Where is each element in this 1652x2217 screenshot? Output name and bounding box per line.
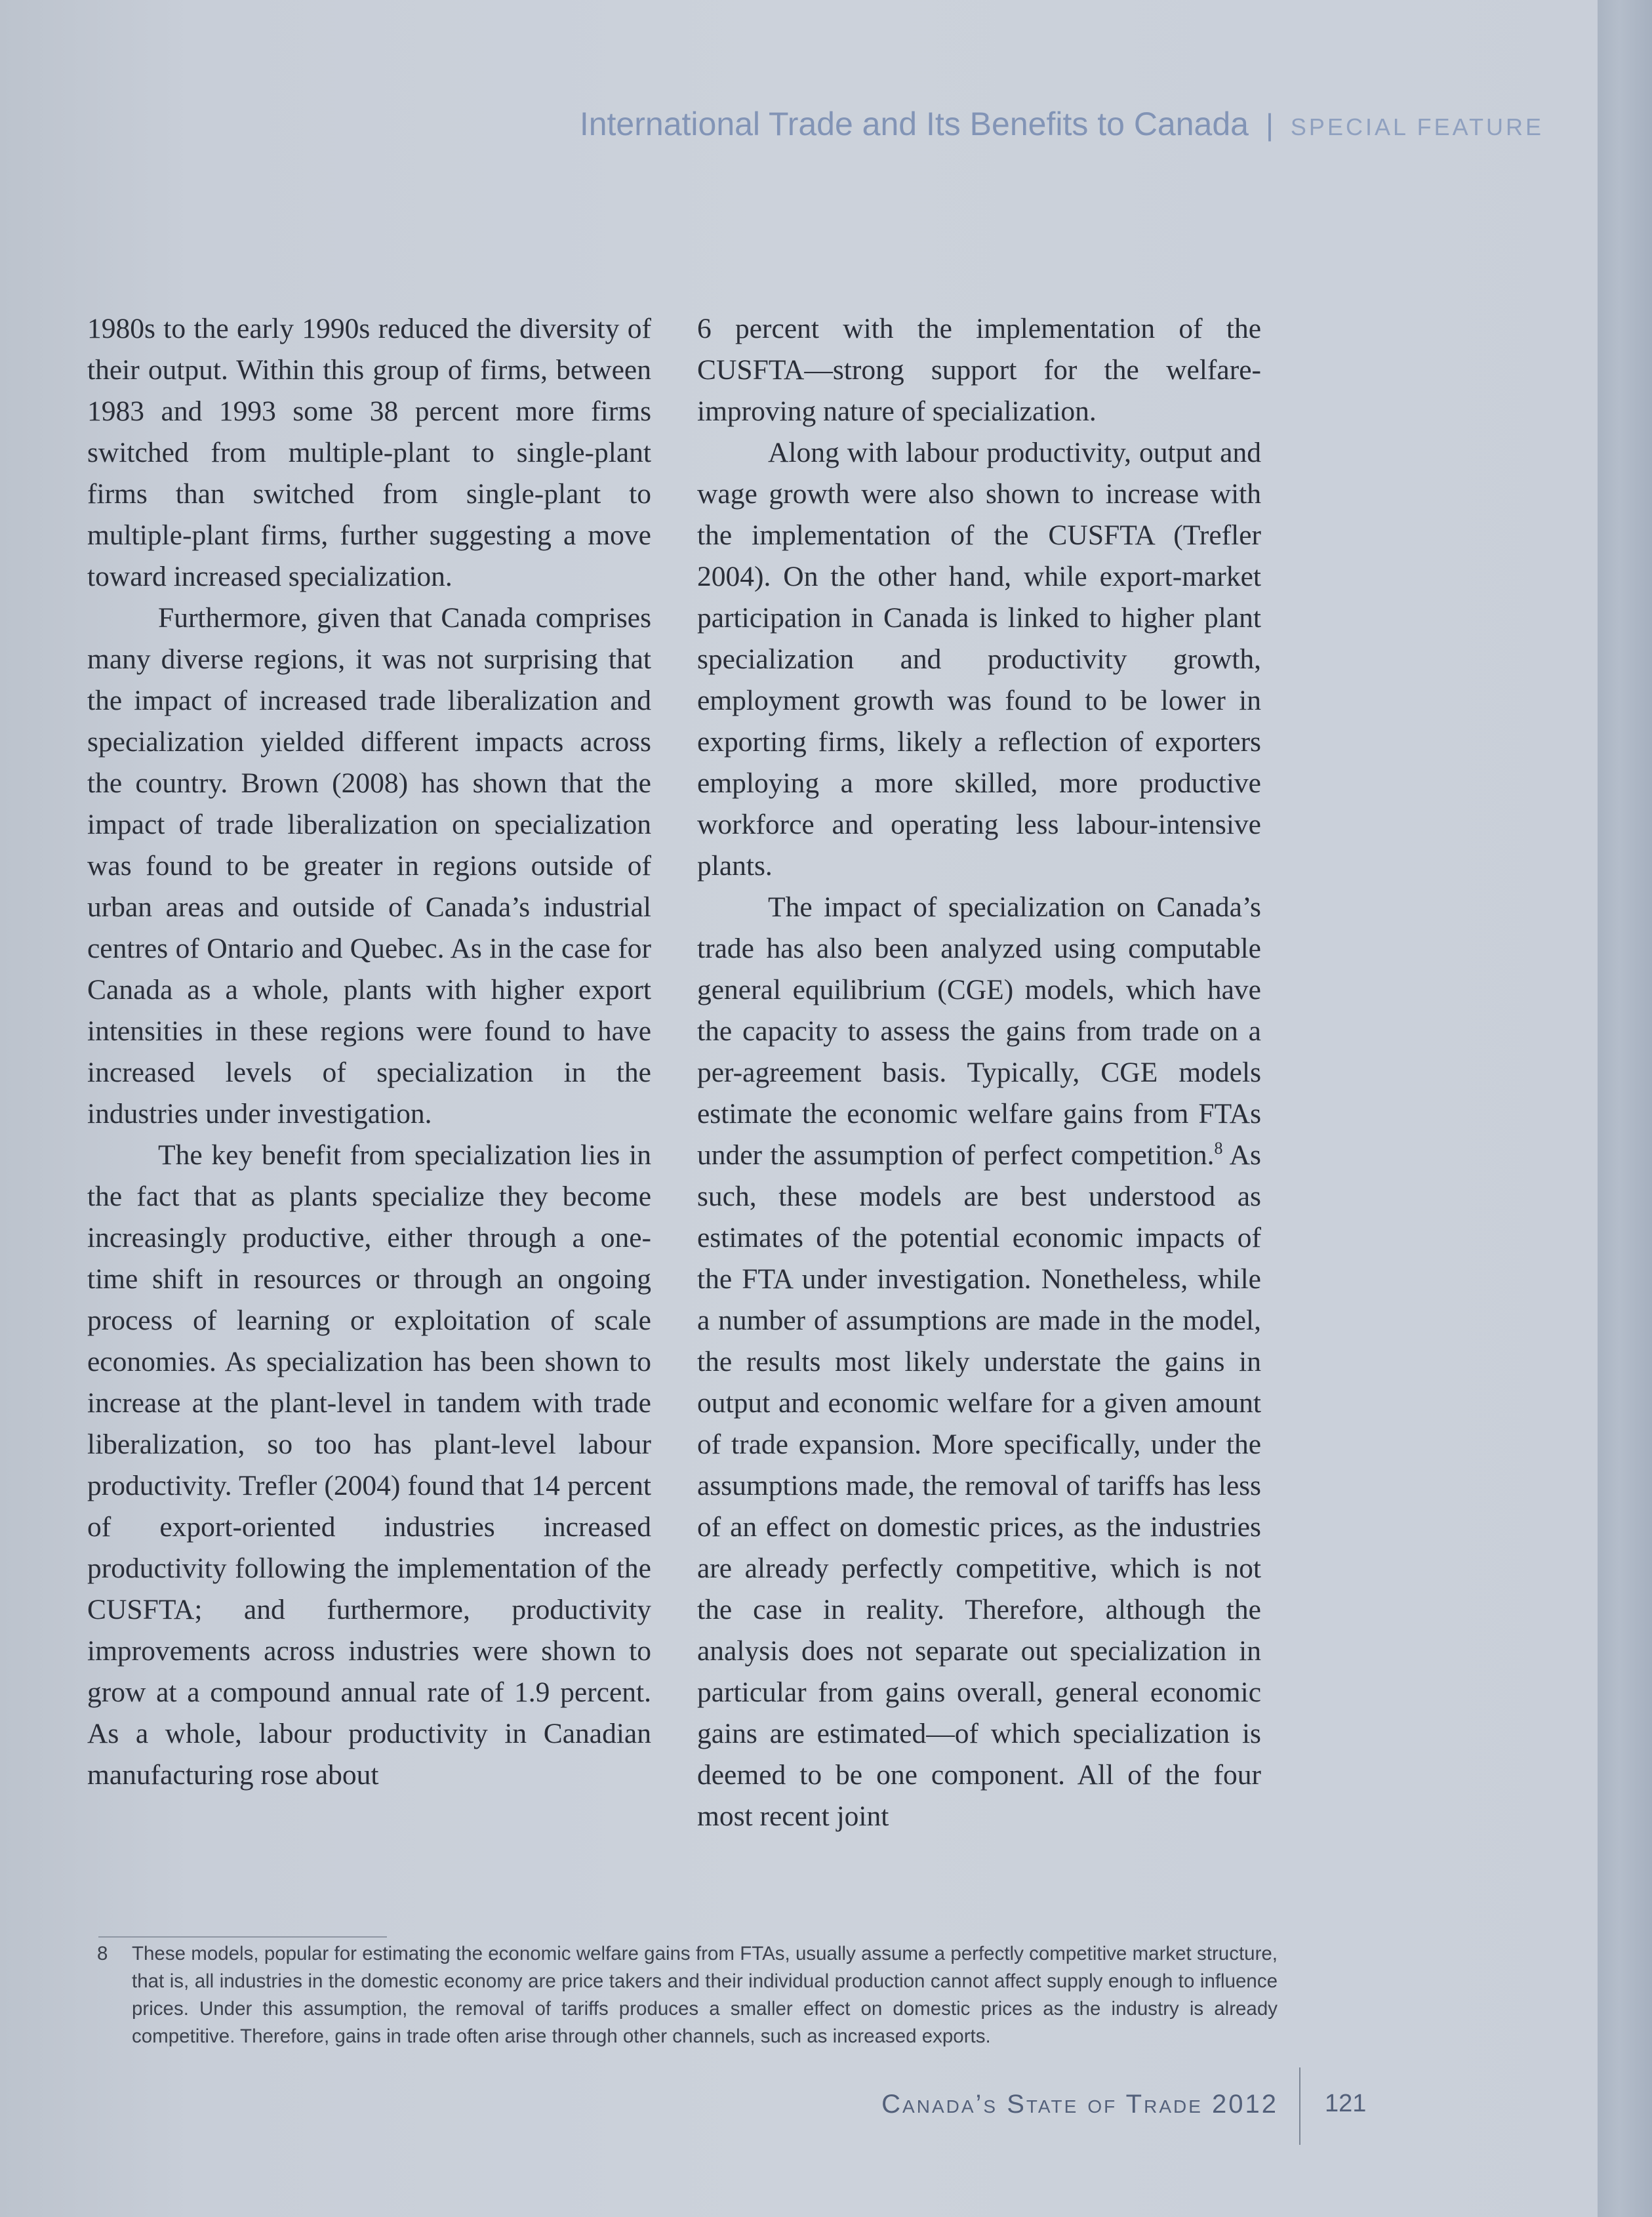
header-separator: | [1265,108,1274,142]
footer-publication-title: Canada’s State of Trade 2012 [881,2090,1278,2119]
left-paragraph-2: Furthermore, given that Canada comprises many diverse regions, it was not surprising that the impact of increased trade liberalization and specialization yielded different impacts across the country. Brown (2008) has shown that the impact of trade liberalization on specialization was found to be greater in regions outside of urban areas and outside of Canada’s industrial centres of Ontario and Quebec. As in the case for Canada as a whole, plants with higher export intensities in these regions were found to have increased levels of specialization in the industries under investigation. [87,602,651,1129]
footnote [97,1940,1278,2050]
left-column [87,308,651,1796]
footnote-reference[interactable]: 8 [1214,1139,1223,1158]
left-paragraph-3: The key benefit from specialization lies in the fact that as plants specialize they become increasingly productive, either through a one-time shift in resources or through an ongoing process of learning or exploitation of scale economies. As specialization has been shown to increase at the plant-level in tandem with trade liberalization, so too has plant-level labour productivity. Trefler (2004) found that 14 percent of export-oriented industries increased productivity following the implementation of the CUSFTA; and furthermore, productivity improvements across industries were shown to grow at a compound annual rate of 1.9 percent. As a whole, labour productivity in Canadian manufacturing rose about [87,1139,651,1791]
right-paragraph-1: 6 percent with the implementation of the CUSFTA—strong support for the welfare-improving nature of specialization. [697,313,1261,427]
header-section: SPECIAL FEATURE [1290,113,1544,140]
page-number: 121 [1325,2090,1367,2117]
right-column [697,308,1261,1837]
footnote-number: 8 [97,1943,108,1964]
right-paragraph-3 [697,887,1261,1837]
left-paragraph-1: 1980s to the early 1990s reduced the diversity of their output. Within this group of firms, between 1983 and 1993 some 38 percent more firms switched from multiple-plant to single-plant firms than switched from single-plant to multiple-plant firms, further suggesting a move toward increased specialization. [87,313,651,592]
footnote-text: These models, popular for estimating the economic welfare gains from FTAs, usually assume a perfectly competitive market structure, that is, all industries in the domestic economy are price takers and their individual production cannot affect supply enough to influence prices. Under this assumption, the removal of tariffs produces a smaller effect on domestic prices as the industry is already competitive. Therefore, gains in trade often arise through other channels, such as increased exports. [132,1943,1278,2047]
right-paragraph-3-start: The impact of specialization on Canada’s trade has also been analyzed using computable general equilibrium (CGE) models, which have the capacity to assess the gains from trade on a per-agreement basis. Typically, CGE models estimate the economic welfare gains from FTAs under the assumption of perfect competition. [697,891,1261,1171]
right-paragraph-2: Along with labour productivity, output and wage growth were also shown to increase with the implementation of the CUSFTA (Trefler 2004). On the other hand, while export-market participation in Canada is linked to higher plant specialization and productivity growth, employment growth was found to be lower in exporting firms, likely a reflection of exporters employing a more skilled, more productive workforce and operating less labour-intensive plants. [697,437,1261,882]
page-edge [1598,0,1652,2217]
header-title: International Trade and Its Benefits to Canada [579,106,1249,142]
footer-divider [1299,2067,1300,2145]
right-paragraph-3-end: As such, these models are best understood as estimates of the potential economic impacts of the FTA under investigation. Nonetheless, while a number of assumptions are made in the model, the results most likely understate the gains in output and economic welfare for a given amount of trade expansion. More specifically, under the assumptions made, the removal of tariffs has less of an effect on domestic prices, as the industries are already perfectly competitive, which is not the case in reality. Therefore, although the analysis does not separate out specialization in particular from gains overall, general economic gains are estimated—of which specialization is deemed to be one component. All of the four most recent joint [697,1139,1261,1832]
footnote-divider [98,1936,387,1938]
running-header [580,105,1544,143]
